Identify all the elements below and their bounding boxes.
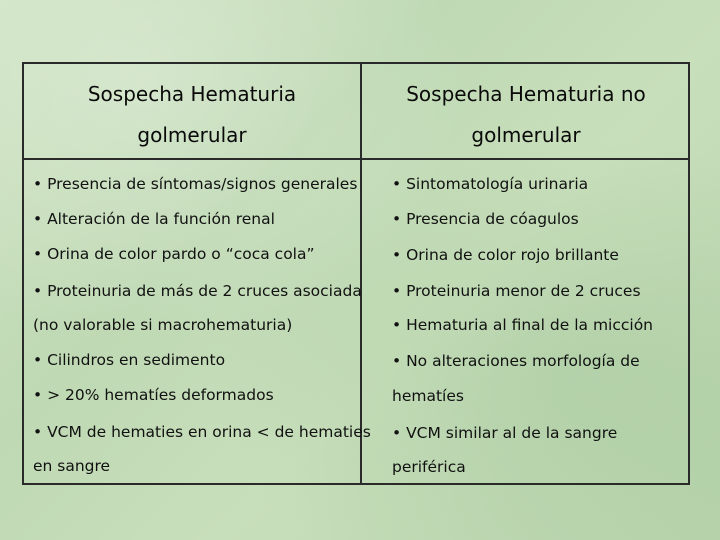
left-item-5: • Cilindros en sedimento xyxy=(33,351,226,369)
right-item-1: • Sintomatología urinaria xyxy=(392,175,589,193)
right-item-2: • Presencia de cóagulos xyxy=(392,210,579,228)
left-header-line-1: Sospecha Hematuria xyxy=(87,82,297,106)
left-item-3: • Orina de color pardo o “coca cola” xyxy=(33,245,315,263)
left-item-4: • Proteinuria de más de 2 cruces asociada xyxy=(33,282,362,300)
left-item-6: • > 20% hematíes deformados xyxy=(33,386,274,404)
right-header-line-2: golmerular xyxy=(471,123,581,147)
right-item-3: • Orina de color rojo brillante xyxy=(392,246,619,264)
right-item-4: • Proteinuria menor de 2 cruces xyxy=(392,282,641,300)
left-item-7: • VCM de hematies en orina < de hematies xyxy=(33,423,371,441)
left-item-2: • Alteración de la función renal xyxy=(33,210,275,228)
left-item-7-continued: en sangre xyxy=(33,457,111,475)
left-item-4-continued: (no valorable si macrohematuria) xyxy=(33,316,293,334)
right-item-6: • No alteraciones morfología de xyxy=(392,352,640,370)
table-header-divider xyxy=(22,158,690,160)
left-header-line-2: golmerular xyxy=(137,123,247,147)
right-header-line-1: Sospecha Hematuria no xyxy=(406,82,646,106)
right-item-7: • VCM similar al de la sangre xyxy=(392,424,618,442)
left-item-1: • Presencia de síntomas/signos generales xyxy=(33,175,358,193)
right-item-7-continued: periférica xyxy=(392,458,466,476)
right-item-5: • Hematuria al final de la micción xyxy=(392,316,654,334)
right-item-6-continued: hematíes xyxy=(392,387,464,405)
